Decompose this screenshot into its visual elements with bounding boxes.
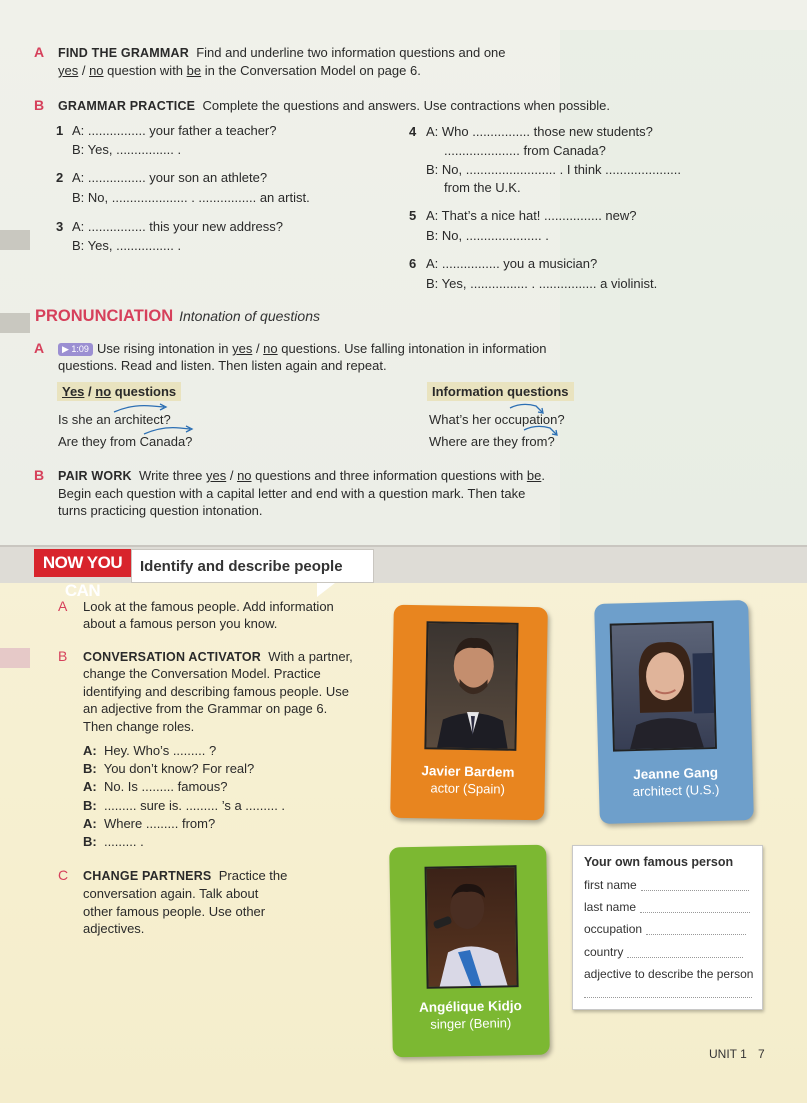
yes-no-questions-heading: Yes / no questions — [57, 382, 181, 401]
grammar-practice-instruction: GRAMMAR PRACTICE Complete the questions and answers. Use contractions when possible. — [58, 98, 611, 113]
item-number: 4 — [409, 124, 417, 139]
item-line: A: ................ you a musician? — [426, 256, 598, 271]
item-number: 3 — [56, 219, 64, 234]
person-desc: architect (U.S.) — [632, 781, 720, 800]
find-grammar-line2: yes / no question with be in the Conversation Model on page 6. — [58, 63, 421, 78]
person-desc: singer (Benin) — [430, 1015, 512, 1032]
item-line: A: That’s a nice hat! ................ new? — [426, 208, 637, 223]
dialog-line: A: No. Is ......... famous? — [83, 779, 228, 794]
pair-work-line2: Begin each question with a capital letter and end with a question mark. Then take — [58, 486, 526, 501]
section-letter: A — [34, 340, 45, 356]
item-line: B: No, ......................... . I think ..................... — [426, 162, 682, 177]
person-name: Javier Bardem — [421, 763, 515, 780]
yes-no-example: Are they from Canada? — [58, 434, 193, 449]
photo-bardem — [424, 621, 518, 751]
portrait-icon — [426, 623, 518, 751]
nyc-c-line: CHANGE PARTNERS Practice the — [83, 868, 288, 883]
nyc-c-line: adjectives. — [83, 921, 145, 936]
dialog-line: B: ......... sure is. ......... ’s a ......... . — [83, 798, 286, 813]
dialog-line: A: Hey. Who’s ......... ? — [83, 743, 217, 758]
form-title: Your own famous person — [584, 855, 734, 869]
information-example: Where are they from? — [429, 434, 555, 449]
section-letter: B — [58, 648, 68, 664]
margin-tab — [0, 648, 30, 668]
form-field-occupation[interactable]: occupation — [584, 921, 746, 938]
person-name: Jeanne Gang — [633, 764, 719, 783]
dialog-line: B: You don’t know? For real? — [83, 761, 255, 776]
item-line: ..................... from Canada? — [444, 143, 606, 158]
section-letter: C — [58, 867, 69, 883]
item-number: 2 — [56, 170, 64, 185]
form-field-last-name[interactable]: last name — [584, 899, 750, 916]
information-example: What’s her occupation? — [429, 412, 565, 427]
audio-track-icon[interactable]: ▶ 1:09 — [58, 343, 93, 356]
nyc-c-line: conversation again. Talk about — [83, 886, 259, 901]
portrait-icon — [612, 623, 717, 752]
portrait-icon — [427, 867, 519, 989]
item-line: from the U.K. — [444, 180, 521, 195]
rising-intonation-arrow — [142, 424, 197, 436]
section-letter: B — [34, 467, 45, 483]
now-you-can-badge: NOW YOU CAN — [34, 549, 131, 577]
form-field-country[interactable]: country — [584, 944, 743, 961]
section-letter: B — [34, 97, 45, 113]
your-famous-person-form — [572, 845, 763, 1010]
information-questions-heading: Information questions — [427, 382, 574, 401]
item-line: B: Yes, ................ . — [72, 142, 182, 157]
find-grammar-heading: FIND THE GRAMMAR — [58, 46, 189, 60]
photo-gang — [610, 621, 717, 752]
now-you-can-title: Identify and describe people — [131, 549, 374, 583]
pair-work-line1: PAIR WORK Write three yes / no questions and three information questions with be. — [58, 468, 545, 483]
pair-work-line3: turns practicing question intonation. — [58, 503, 263, 518]
page-number: 7 — [758, 1047, 765, 1061]
margin-tab — [0, 313, 30, 333]
item-number: 6 — [409, 256, 417, 271]
item-line: A: ................ your son an athlete? — [72, 170, 268, 185]
section-letter: A — [58, 598, 68, 614]
person-desc: actor (Spain) — [430, 780, 506, 797]
falling-intonation-arrow — [522, 424, 562, 438]
nyc-b-line: identifying and describing famous people. Use — [83, 684, 349, 699]
item-line: B: No, ..................... . ................ an artist. — [72, 190, 310, 205]
nyc-b-line: an adjective from the Grammar on page 6. — [83, 701, 328, 716]
margin-tab — [0, 230, 30, 250]
person-card-gang — [594, 600, 754, 824]
rising-intonation-arrow — [112, 402, 172, 414]
pronunciation-a-line2: questions. Read and listen. Then listen again and repeat. — [58, 358, 387, 373]
item-line: B: Yes, ................ . — [72, 238, 182, 253]
footer-unit: UNIT 1 — [709, 1047, 747, 1061]
yes-no-example: Is she an architect? — [58, 412, 171, 427]
dialog-line: A: Where ......... from? — [83, 816, 216, 831]
item-line: B: No, ..................... . — [426, 228, 549, 243]
person-card-kidjo — [389, 845, 550, 1058]
nyc-b-line: Then change roles. — [83, 719, 195, 734]
item-line: A: ................ your father a teacher? — [72, 123, 277, 138]
nyc-b-line: change the Conversation Model. Practice — [83, 666, 321, 681]
form-field-adjective: adjective to describe the person — [584, 967, 754, 981]
photo-kidjo — [425, 865, 519, 989]
nyc-b-line: CONVERSATION ACTIVATOR With a partner, — [83, 649, 353, 664]
nyc-a-line: Look at the famous people. Add information — [83, 599, 334, 614]
item-line: A: ................ this your new address? — [72, 219, 283, 234]
pronunciation-heading: PRONUNCIATION Intonation of questions — [35, 307, 320, 325]
item-number: 5 — [409, 208, 417, 223]
form-field-first-name[interactable]: first name — [584, 877, 749, 894]
falling-intonation-arrow — [508, 402, 548, 416]
form-field-adjective-line[interactable] — [584, 986, 752, 998]
find-grammar-line1: FIND THE GRAMMAR Find and underline two information questions and one — [58, 45, 506, 60]
item-line: A: Who ................ those new students? — [426, 124, 653, 139]
item-line: B: Yes, ................ . ................ a violinist. — [426, 276, 658, 291]
nyc-c-line: other famous people. Use other — [83, 904, 266, 919]
pronunciation-a-line1: ▶ 1:09 Use rising intonation in yes / no questions. Use falling intonation in information — [58, 340, 546, 357]
section-letter: A — [34, 44, 45, 60]
item-number: 1 — [56, 123, 64, 138]
person-name: Angélique Kidjo — [418, 998, 522, 1015]
nyc-a-line: about a famous person you know. — [83, 616, 278, 631]
speech-bubble-tail — [317, 583, 335, 597]
person-card-bardem — [390, 605, 548, 821]
dialog-line: B: ......... . — [83, 834, 144, 849]
